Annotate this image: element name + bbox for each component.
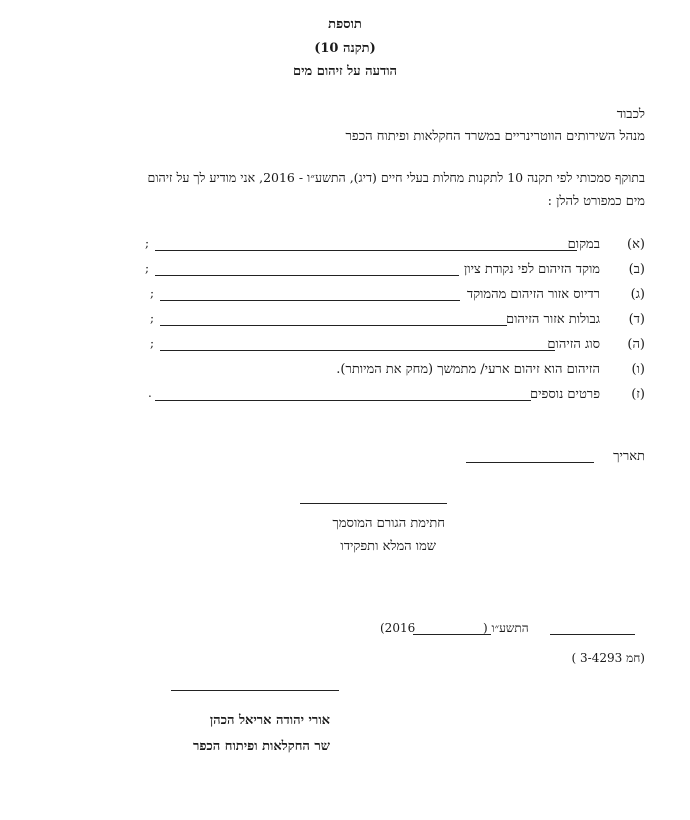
- blank-line[interactable]: [160, 300, 460, 301]
- blank-line[interactable]: [155, 400, 531, 401]
- item-end-mark: ;: [150, 311, 155, 325]
- signature-caption-2: שמו המלא ותפקידו: [340, 539, 436, 554]
- item-letter: (א): [627, 237, 645, 252]
- date-blank-line[interactable]: [466, 462, 594, 463]
- document-subtitle: (תקנה 10): [314, 41, 376, 56]
- intro-line-1: בתוקף סמכותי לפי תקנה 10 לתקנות מחלות בעלי חיים (דיג), התשע״ו - 2016, אני מודיע לך על זיהום: [147, 170, 645, 185]
- item-letter: (ה): [627, 337, 645, 352]
- item-end-mark: ;: [145, 236, 150, 250]
- item-label: סוג הזיהום: [547, 337, 600, 352]
- minister-title: שר החקלאות ופיתוח הכפר: [192, 739, 330, 754]
- gregorian-blank-line[interactable]: [413, 634, 491, 635]
- item-label: הזיהום הוא זיהום ארעי/ מתמשך (מחק את המיותר).: [336, 362, 600, 377]
- item-letter: (ג): [630, 287, 645, 302]
- reference-number: (חמ 3-4293 ): [571, 651, 645, 665]
- minister-signature-line: [171, 690, 339, 691]
- day-blank-line[interactable]: [550, 634, 635, 635]
- item-label: פרטים נוספים: [530, 387, 600, 402]
- item-letter: (ז): [631, 387, 645, 402]
- signature-line[interactable]: [300, 503, 447, 504]
- recipient: מנהל השירותים הווטרינריים במשרד החקלאות ופיתוח הכפר: [345, 129, 645, 144]
- blank-line[interactable]: [155, 250, 577, 251]
- item-label: במקום: [567, 237, 600, 252]
- item-letter: (ד): [628, 312, 645, 327]
- gregorian-year-text: (2016: [380, 621, 416, 635]
- signature-caption-1: חתימת הגורם המוסמך: [332, 516, 445, 531]
- item-label: מוקד הזיהום לפי נקודת ציון: [463, 262, 600, 277]
- minister-name: אורי יהודה אריאל הכהן: [209, 713, 330, 728]
- item-label: רדיוס אזור הזיהום מהמוקד: [466, 287, 600, 302]
- hebrew-year-text: התשע״ו (: [483, 621, 529, 635]
- document-title: תוספת: [328, 17, 362, 32]
- item-label: גבולות אזור הזיהום: [505, 312, 600, 327]
- item-end-mark: ;: [145, 261, 150, 275]
- date-label: תאריך: [613, 449, 645, 464]
- document-heading: הודעה על זיהום מים: [292, 64, 398, 79]
- blank-line[interactable]: [160, 350, 555, 351]
- salutation: לכבוד: [616, 107, 645, 122]
- item-end-mark: .: [148, 386, 152, 400]
- item-letter: (ו): [631, 362, 645, 377]
- item-end-mark: ;: [150, 336, 155, 350]
- blank-line[interactable]: [155, 275, 459, 276]
- blank-line[interactable]: [160, 325, 507, 326]
- intro-line-2: מים כמפורט להלן :: [547, 194, 645, 209]
- item-letter: (ב): [628, 262, 645, 277]
- item-end-mark: ;: [150, 286, 155, 300]
